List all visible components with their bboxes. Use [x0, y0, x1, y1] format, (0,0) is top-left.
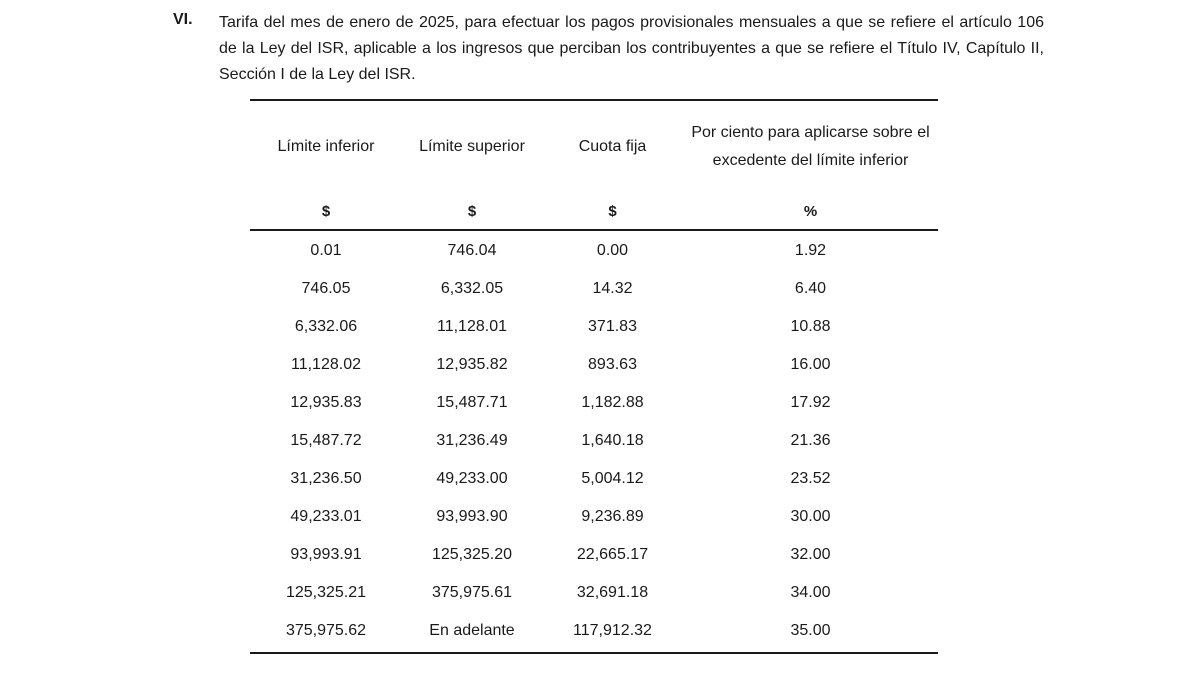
header-limite-inferior: Límite inferior	[277, 138, 375, 155]
table-row	[250, 498, 938, 536]
cell-por-ciento: 32.00	[790, 546, 831, 563]
cell-por-ciento: 30.00	[790, 508, 831, 525]
cell-limite-inferior: 375,975.62	[285, 622, 367, 639]
cell-limite-superior: En adelante	[429, 622, 515, 639]
cell-limite-superior: 12,935.82	[436, 356, 508, 373]
cell-por-ciento: 23.52	[790, 470, 831, 487]
cell-cuota-fija: 1,640.18	[581, 432, 644, 449]
table-row	[250, 346, 938, 384]
unit-limite-inferior: $	[321, 202, 331, 220]
cell-cuota-fija: 22,665.17	[576, 546, 649, 563]
cell-cuota-fija: 5,004.12	[581, 470, 644, 487]
cell-limite-inferior: 11,128.02	[291, 356, 361, 373]
cell-limite-superior: 93,993.90	[436, 508, 508, 525]
cell-limite-inferior: 49,233.01	[290, 508, 362, 525]
cell-por-ciento: 16.00	[790, 356, 831, 373]
cell-limite-superior: 15,487.71	[436, 394, 508, 411]
cell-limite-superior: 746.04	[447, 242, 497, 259]
table-row	[250, 232, 938, 270]
cell-cuota-fija: 117,912.32	[573, 622, 652, 639]
cell-limite-superior: 6,332.05	[440, 280, 504, 297]
cell-por-ciento: 34.00	[790, 584, 831, 601]
cell-limite-inferior: 12,935.83	[290, 394, 362, 411]
cell-por-ciento: 17.92	[790, 394, 831, 411]
cell-cuota-fija: 14.32	[592, 280, 633, 297]
cell-por-ciento: 35.00	[790, 622, 831, 639]
cell-limite-superior: 11,128.01	[437, 318, 507, 335]
cell-limite-inferior: 15,487.72	[290, 432, 362, 449]
cell-limite-inferior: 0.01	[310, 242, 342, 259]
cell-limite-superior: 31,236.49	[436, 432, 508, 449]
table-row	[250, 384, 938, 422]
cell-limite-superior: 375,975.61	[431, 584, 513, 601]
cell-limite-inferior: 125,325.21	[285, 584, 367, 601]
table-row	[250, 422, 938, 460]
cell-cuota-fija: 1,182.88	[581, 394, 644, 411]
section-numeral: VI.	[173, 11, 193, 28]
cell-por-ciento: 6.40	[794, 280, 827, 297]
cell-cuota-fija: 893.63	[588, 356, 637, 373]
unit-por-ciento: %	[803, 202, 818, 220]
table-bottom-rule	[250, 652, 938, 654]
cell-cuota-fija: 9,236.89	[581, 508, 644, 525]
section-intro-text: Tarifa del mes de enero de 2025, para efectuar los pagos provisionales mensuales a que se refiere el artículo 106 de la Ley del ISR, aplicable a los ingresos que perciban los contribuyentes a que se refiere el Título IV, Capítulo II, Sección I de la Ley del ISR.	[219, 14, 1044, 83]
unit-limite-superior: $	[467, 202, 477, 220]
cell-por-ciento: 1.92	[794, 242, 827, 259]
cell-limite-inferior: 31,236.50	[290, 470, 362, 487]
cell-limite-superior: 125,325.20	[431, 546, 513, 563]
cell-limite-superior: 49,233.00	[436, 470, 508, 487]
table-row	[250, 612, 938, 650]
table-row	[250, 308, 938, 346]
table-row	[250, 460, 938, 498]
table-row	[250, 574, 938, 612]
header-por-ciento: Por ciento para aplicarse sobre el excedente del límite inferior	[691, 124, 930, 169]
unit-cuota-fija: $	[608, 202, 617, 220]
cell-cuota-fija: 0.00	[596, 242, 629, 259]
cell-limite-inferior: 93,993.91	[290, 546, 362, 563]
isr-tariff-table	[250, 99, 938, 654]
table-header-row	[250, 101, 938, 193]
cell-por-ciento: 10.88	[790, 318, 831, 335]
header-cuota-fija: Cuota fija	[578, 138, 647, 155]
table-body	[250, 231, 938, 650]
cell-limite-inferior: 6,332.06	[294, 318, 358, 335]
cell-cuota-fija: 371.83	[588, 318, 637, 335]
table-row	[250, 536, 938, 574]
table-unit-row	[250, 193, 938, 229]
table-row	[250, 270, 938, 308]
cell-limite-inferior: 746.05	[301, 280, 351, 297]
cell-cuota-fija: 32,691.18	[576, 584, 649, 601]
cell-por-ciento: 21.36	[790, 432, 831, 449]
header-limite-superior: Límite superior	[419, 138, 525, 155]
